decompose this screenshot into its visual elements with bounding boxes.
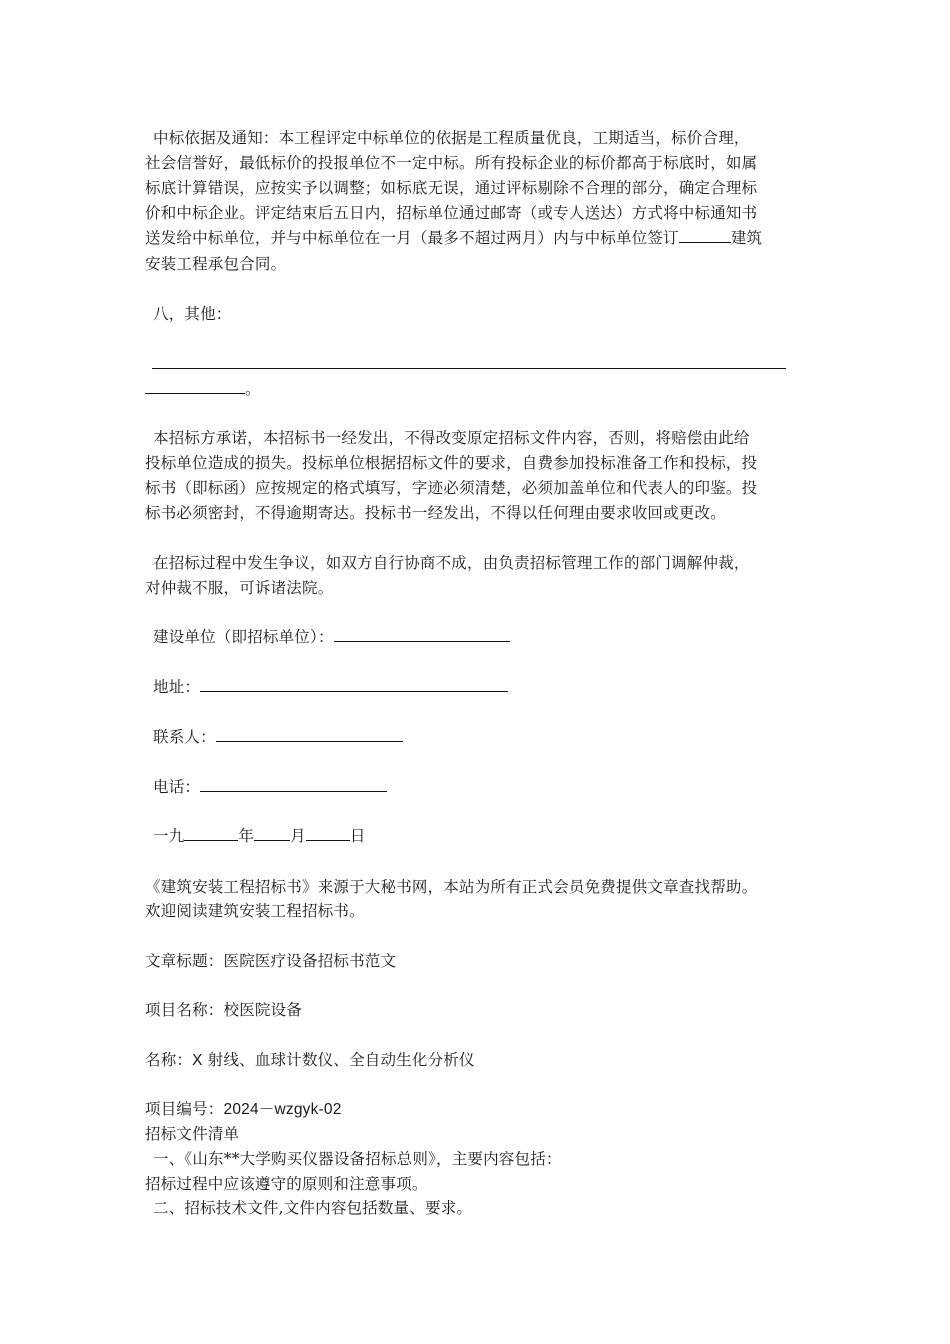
award-line-5-text: 送发给中标单位，并与中标单位在一月（最多不超过两月）内与中标单位签订 (145, 229, 679, 247)
award-line-4: 价和中标企业。评定结束后五日内，招标单位通过邮寄（或专人送达）方式将中标通知书 (145, 204, 758, 222)
date-field (145, 826, 366, 846)
address-blank (200, 677, 508, 692)
unit-label: 建设单位（即招标单位）： (153, 628, 334, 646)
date-month-label: 月 (290, 827, 306, 845)
award-line-3: 标底计算错误，应按实予以调整；如标底无误，通过评标剔除不合理的部分，确定合理标 (145, 179, 758, 197)
other-blank-line-1 (152, 368, 786, 369)
file-list-item-2: 二、招标技术文件,文件内容包括数量、要求。 (153, 1199, 473, 1217)
project-number-value: 2024－wzgyk-02 (223, 1101, 342, 1118)
file-list-item-1: 一、《山东**大学购买仪器设备招标总则》，主要内容包括： (153, 1150, 562, 1168)
commitment-line-1: 本招标方承诺，本招标书一经发出，不得改变原定招标文件内容，否则，将赔偿由此给 (153, 429, 750, 447)
equipment-x: X (192, 1052, 203, 1069)
award-line-2: 社会信誉好，最低标价的投报单位不一定中标。所有投标企业的标价都高于标底时，如属 (145, 154, 758, 172)
address-label: 地址： (153, 678, 201, 696)
project-number (145, 1099, 342, 1120)
commitment-line-2: 投标单位造成的损失。投标单位根据招标文件的要求，自费参加投标准备工作和投标，投 (145, 454, 758, 472)
phone-field (145, 777, 387, 797)
commitment-line-3: 标书（即标函）应按规定的格式填写，字迹必须清楚，必须加盖单位和代表人的印鉴。投 (145, 479, 758, 497)
other-heading: 八，其他： (153, 305, 232, 323)
dispute-line-1: 在招标过程中发生争议，如双方自行协商不成，由负责招标管理工作的部门调解仲裁， (153, 554, 750, 572)
other-blank-line-2 (145, 393, 245, 394)
article-title: 文章标题：医院医疗设备招标书范文 (145, 952, 397, 970)
contract-blank (679, 228, 731, 243)
project-name: 项目名称：校医院设备 (145, 1001, 303, 1019)
phone-blank (200, 777, 387, 792)
award-line-5-tail: 建筑 (730, 229, 763, 247)
equipment-names (145, 1050, 475, 1071)
day-blank (306, 826, 350, 841)
address-field (145, 677, 508, 697)
unit-field (145, 627, 510, 647)
contact-label: 联系人： (153, 728, 216, 746)
unit-blank (334, 627, 510, 642)
file-list-title: 招标文件清单 (145, 1125, 240, 1143)
award-line-1: 中标依据及通知：本工程评定中标单位的依据是工程质量优良，工期适当，标价合理， (153, 129, 750, 147)
date-prefix: 一九 (153, 827, 185, 845)
award-line-5 (145, 228, 762, 248)
equipment-prefix: 名称： (145, 1051, 193, 1069)
month-blank (254, 826, 290, 841)
source-line-2: 欢迎阅读建筑安装工程招标书。 (145, 902, 365, 920)
commitment-line-4: 标书必须密封，不得逾期寄达。投标书一经发出，不得以任何理由要求收回或更改。 (145, 504, 726, 522)
equipment-rest: 射线、血球计数仪、全自动生化分析仪 (202, 1051, 475, 1069)
project-number-label: 项目编号： (145, 1100, 224, 1118)
source-line-1: 《建筑安装工程招标书》来源于大秘书网，本站为所有正式会员免费提供文章查找帮助。 (145, 878, 758, 896)
date-year-label: 年 (238, 827, 255, 845)
contact-blank (216, 727, 403, 742)
award-line-6: 安装工程承包合同。 (145, 255, 287, 273)
other-blank-end: 。 (245, 380, 261, 398)
dispute-line-2: 对仲裁不服，可诉诸法院。 (145, 579, 334, 597)
file-list-item-1-desc: 招标过程中应该遵守的原则和注意事项。 (145, 1175, 428, 1193)
contact-field (145, 727, 403, 747)
phone-label: 电话： (153, 778, 201, 796)
year-blank (184, 826, 238, 841)
date-day-label: 日 (349, 827, 366, 845)
